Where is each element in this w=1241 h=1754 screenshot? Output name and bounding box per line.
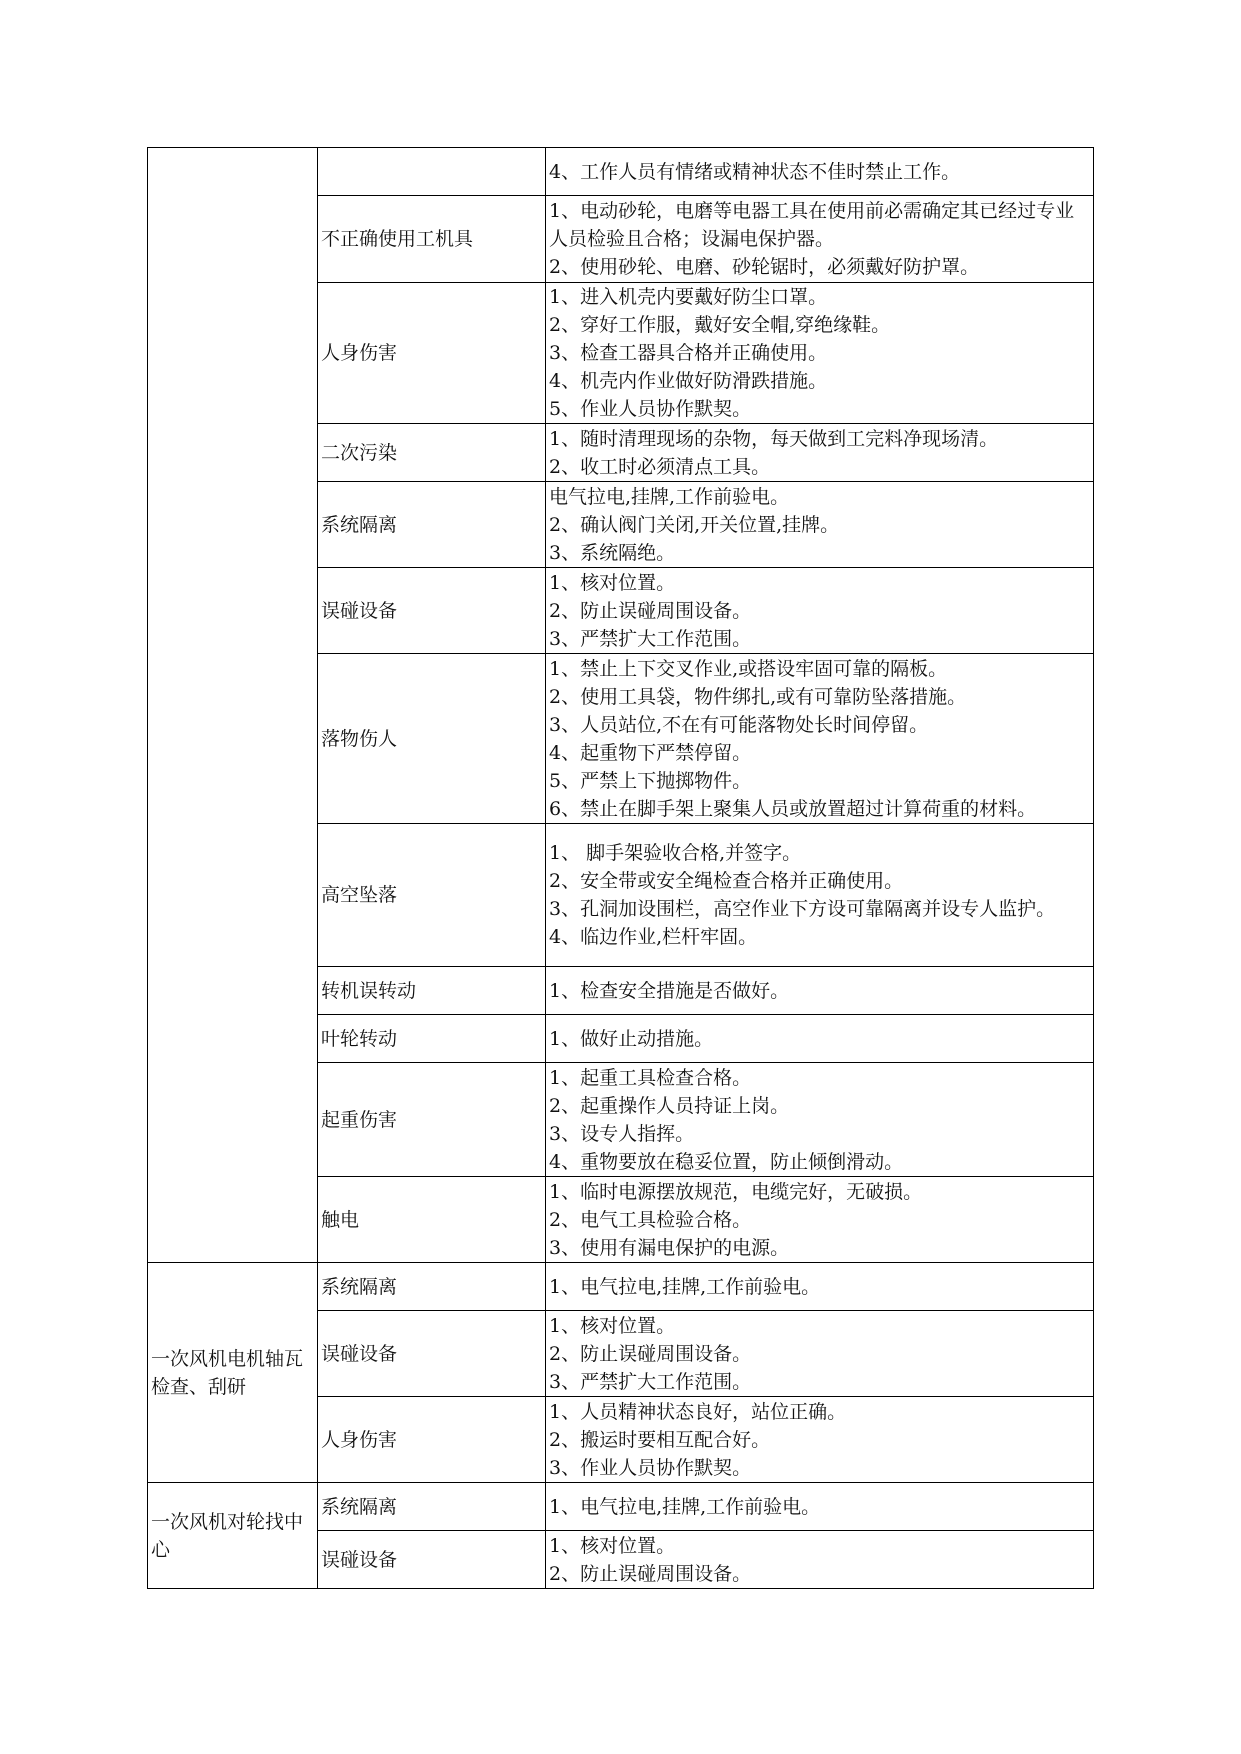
measures-cell — [546, 654, 1094, 824]
measure-line: 2、安全带或安全绳检查合格并正确使用。 — [549, 870, 904, 892]
measure-line: 2、防止误碰周围设备。 — [549, 1562, 752, 1585]
measure-line: 1、电动砂轮，电磨等电器工具在使用前必需确定其已经过专业人员检验且合格；设漏电保护器。 — [549, 200, 1075, 250]
measures-cell — [546, 1311, 1094, 1397]
measures-cell — [546, 967, 1094, 1015]
measure-line: 3、系统隔绝。 — [549, 541, 676, 564]
measures-cell — [546, 824, 1094, 967]
measures-cell — [546, 424, 1094, 482]
hazard-cell: 落物伤人 — [318, 654, 546, 824]
table-row — [148, 1263, 1094, 1311]
measure-line: 2、确认阀门关闭,开关位置,挂牌。 — [549, 513, 840, 536]
measures-cell — [546, 1483, 1094, 1531]
measures-cell — [546, 283, 1094, 424]
hazard-cell: 触电 — [318, 1177, 546, 1263]
measure-line: 1、核对位置。 — [549, 1534, 676, 1557]
measure-line: 2、防止误碰周围设备。 — [549, 599, 752, 622]
measure-line: 5、作业人员协作默契。 — [549, 398, 752, 420]
hazard-cell: 不正确使用工机具 — [318, 196, 546, 283]
hazard-cell: 起重伤害 — [318, 1063, 546, 1177]
hazard-cell: 叶轮转动 — [318, 1015, 546, 1063]
measures-cell — [546, 1263, 1094, 1311]
measure-line: 2、电气工具检验合格。 — [549, 1208, 752, 1231]
measures-cell — [546, 1015, 1094, 1063]
measure-line: 1、核对位置。 — [549, 1314, 676, 1337]
hazard-cell: 二次污染 — [318, 424, 546, 482]
hazard-cell: 系统隔离 — [318, 1263, 546, 1311]
measures-cell — [546, 1063, 1094, 1177]
measure-line: 1、随时清理现场的杂物，每天做到工完料净现场清。 — [549, 427, 999, 450]
measures-cell — [546, 1397, 1094, 1483]
measure-line: 3、设专人指挥。 — [549, 1122, 695, 1145]
hazard-cell: 转机误转动 — [318, 967, 546, 1015]
measures-cell — [546, 148, 1094, 196]
measures-cell — [546, 1531, 1094, 1589]
measure-line: 2、穿好工作服，戴好安全帽,穿绝缘鞋。 — [549, 314, 891, 336]
hazard-cell: 误碰设备 — [318, 1531, 546, 1589]
measure-line: 1、 脚手架验收合格,并签字。 — [549, 842, 802, 864]
task-cell: 一次风机对轮找中心 — [148, 1483, 318, 1589]
hazard-cell — [318, 148, 546, 196]
hazard-cell: 人身伤害 — [318, 283, 546, 424]
measure-line: 1、进入机壳内要戴好防尘口罩。 — [549, 286, 828, 308]
measure-line: 4、工作人员有情绪或精神状态不佳时禁止工作。 — [549, 160, 961, 183]
measure-line: 5、严禁上下抛掷物件。 — [549, 769, 752, 792]
task-cell: 一次风机电机轴瓦检查、刮研 — [148, 1263, 318, 1483]
hazard-cell: 误碰设备 — [318, 1311, 546, 1397]
measure-line: 4、重物要放在稳妥位置，防止倾倒滑动。 — [549, 1150, 904, 1173]
measure-line: 2、起重操作人员持证上岗。 — [549, 1094, 790, 1117]
measure-line: 2、防止误碰周围设备。 — [549, 1342, 752, 1365]
measure-line: 3、严禁扩大工作范围。 — [549, 1370, 752, 1393]
measure-line: 1、电气拉电,挂牌,工作前验电。 — [549, 1495, 821, 1518]
measure-line: 1、做好止动措施。 — [549, 1027, 714, 1050]
measure-line: 3、人员站位,不在有可能落物处长时间停留。 — [549, 713, 929, 736]
table-row — [148, 148, 1094, 196]
measure-line: 3、孔洞加设围栏，高空作业下方设可靠隔离并设专人监护。 — [549, 898, 1056, 920]
measures-cell — [546, 482, 1094, 568]
table-row — [148, 1483, 1094, 1531]
measure-line: 1、起重工具检查合格。 — [549, 1066, 752, 1089]
measure-line: 1、电气拉电,挂牌,工作前验电。 — [549, 1275, 821, 1298]
measure-line: 4、机壳内作业做好防滑跌措施。 — [549, 370, 828, 392]
hazard-cell: 系统隔离 — [318, 482, 546, 568]
measures-cell — [546, 568, 1094, 654]
measure-line: 2、收工时必须清点工具。 — [549, 455, 771, 478]
hazard-cell: 误碰设备 — [318, 568, 546, 654]
measure-line: 3、使用有漏电保护的电源。 — [549, 1236, 790, 1259]
measure-line: 3、检查工器具合格并正确使用。 — [549, 342, 828, 364]
measure-line: 1、禁止上下交叉作业,或搭设牢固可靠的隔板。 — [549, 657, 948, 680]
task-cell — [148, 148, 318, 1263]
measures-cell — [546, 1177, 1094, 1263]
hazard-cell: 系统隔离 — [318, 1483, 546, 1531]
measures-cell — [546, 196, 1094, 283]
measure-line: 2、使用砂轮、电磨、砂轮锯时，必须戴好防护罩。 — [549, 256, 980, 278]
measure-line: 1、临时电源摆放规范，电缆完好，无破损。 — [549, 1180, 923, 1203]
measure-line: 6、禁止在脚手架上聚集人员或放置超过计算荷重的材料。 — [549, 797, 1037, 820]
measure-line: 4、临边作业,栏杆牢固。 — [549, 926, 758, 948]
measure-line: 电气拉电,挂牌,工作前验电。 — [549, 485, 790, 508]
measure-line: 1、核对位置。 — [549, 571, 676, 594]
measure-line: 4、起重物下严禁停留。 — [549, 741, 752, 764]
measure-line: 1、检查安全措施是否做好。 — [549, 979, 790, 1002]
hazard-cell: 人身伤害 — [318, 1397, 546, 1483]
measure-line: 2、搬运时要相互配合好。 — [549, 1428, 771, 1451]
hazard-cell: 高空坠落 — [318, 824, 546, 967]
measure-line: 1、人员精神状态良好，站位正确。 — [549, 1400, 847, 1423]
measure-line: 3、作业人员协作默契。 — [549, 1456, 752, 1479]
measure-line: 2、使用工具袋，物件绑扎,或有可靠防坠落措施。 — [549, 685, 967, 708]
measure-line: 3、严禁扩大工作范围。 — [549, 627, 752, 650]
risk-control-table — [147, 147, 1094, 1589]
